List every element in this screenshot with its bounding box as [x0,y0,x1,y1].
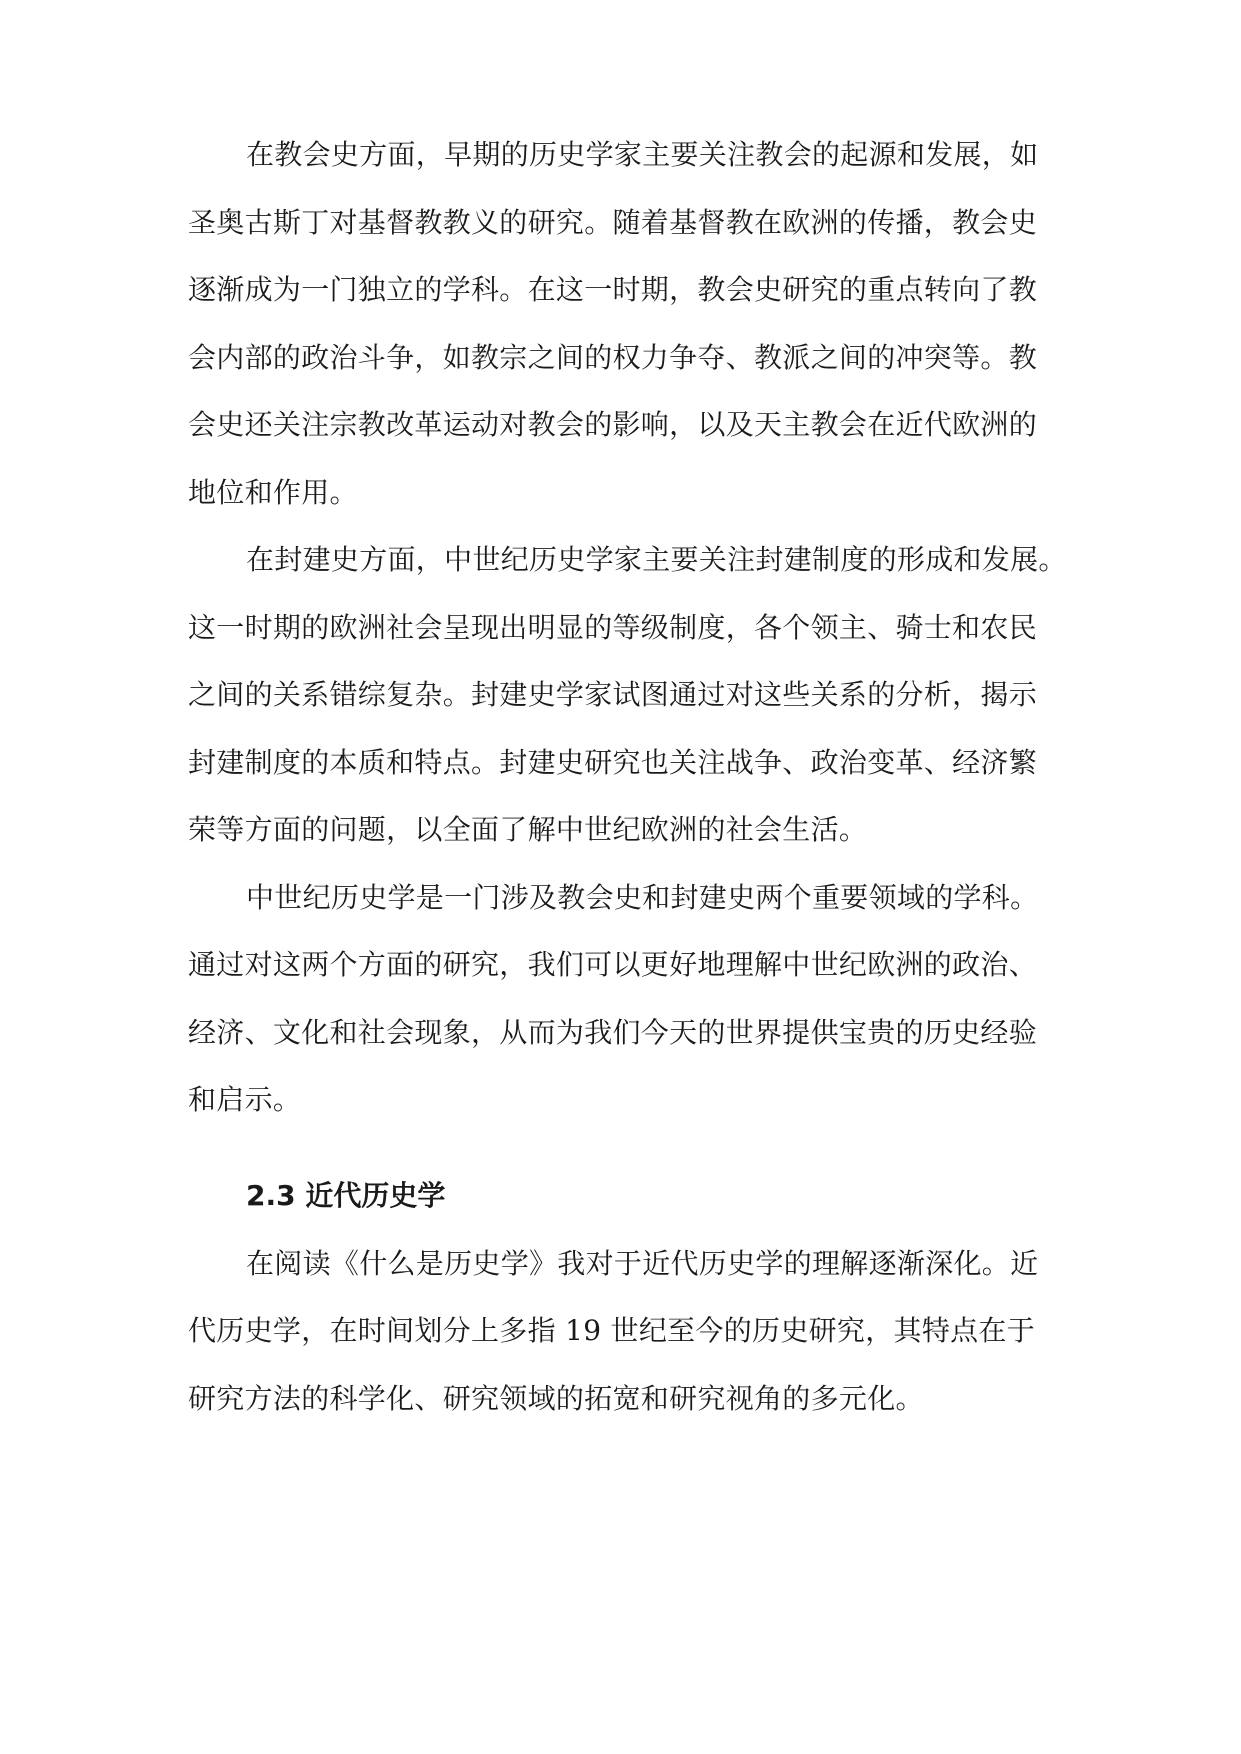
text-line: 之间的关系错综复杂。封建史学家试图通过对这些关系的分析，揭示 [188,678,1038,711]
text-line: 地位和作用。 [188,476,358,509]
text-line: 在教会史方面，早期的历史学家主要关注教会的起源和发展，如 [246,138,1039,171]
text-line: 在封建史方面，中世纪历史学家主要关注封建制度的形成和发展。 [246,543,1067,576]
text-line: 代历史学，在时间划分上多指 19 世纪至今的历史研究，其特点在于 [188,1314,1036,1347]
text-line: 这一时期的欧洲社会呈现出明显的等级制度，各个领主、骑士和农民 [188,611,1038,644]
text-line: 圣奥古斯丁对基督教教义的研究。随着基督教在欧洲的传播，教会史 [188,206,1038,239]
text-line: 研究方法的科学化、研究领域的拓宽和研究视角的多元化。 [188,1382,924,1415]
text-line: 逐渐成为一门独立的学科。在这一时期，教会史研究的重点转向了教 [188,273,1038,306]
text-line: 中世纪历史学是一门涉及教会史和封建史两个重要领域的学科。 [246,881,1039,914]
text-line: 在阅读《什么是历史学》我对于近代历史学的理解逐渐深化。近 [246,1247,1039,1280]
text-line: 和启示。 [188,1083,302,1116]
text-line: 经济、文化和社会现象，从而为我们今天的世界提供宝贵的历史经验 [188,1016,1038,1049]
text-line: 会内部的政治斗争，如教宗之间的权力争夺、教派之间的冲突等。教 [188,341,1038,374]
text-line: 荣等方面的问题，以全面了解中世纪欧洲的社会生活。 [188,813,868,846]
text-line: 会史还关注宗教改革运动对教会的影响，以及天主教会在近代欧洲的 [188,408,1038,441]
text-line: 通过对这两个方面的研究，我们可以更好地理解中世纪欧洲的政治、 [188,948,1038,981]
text-line: 封建制度的本质和特点。封建史研究也关注战争、政治变革、经济繁 [188,746,1038,779]
section-heading: 2.3 近代历史学 [246,1179,446,1212]
